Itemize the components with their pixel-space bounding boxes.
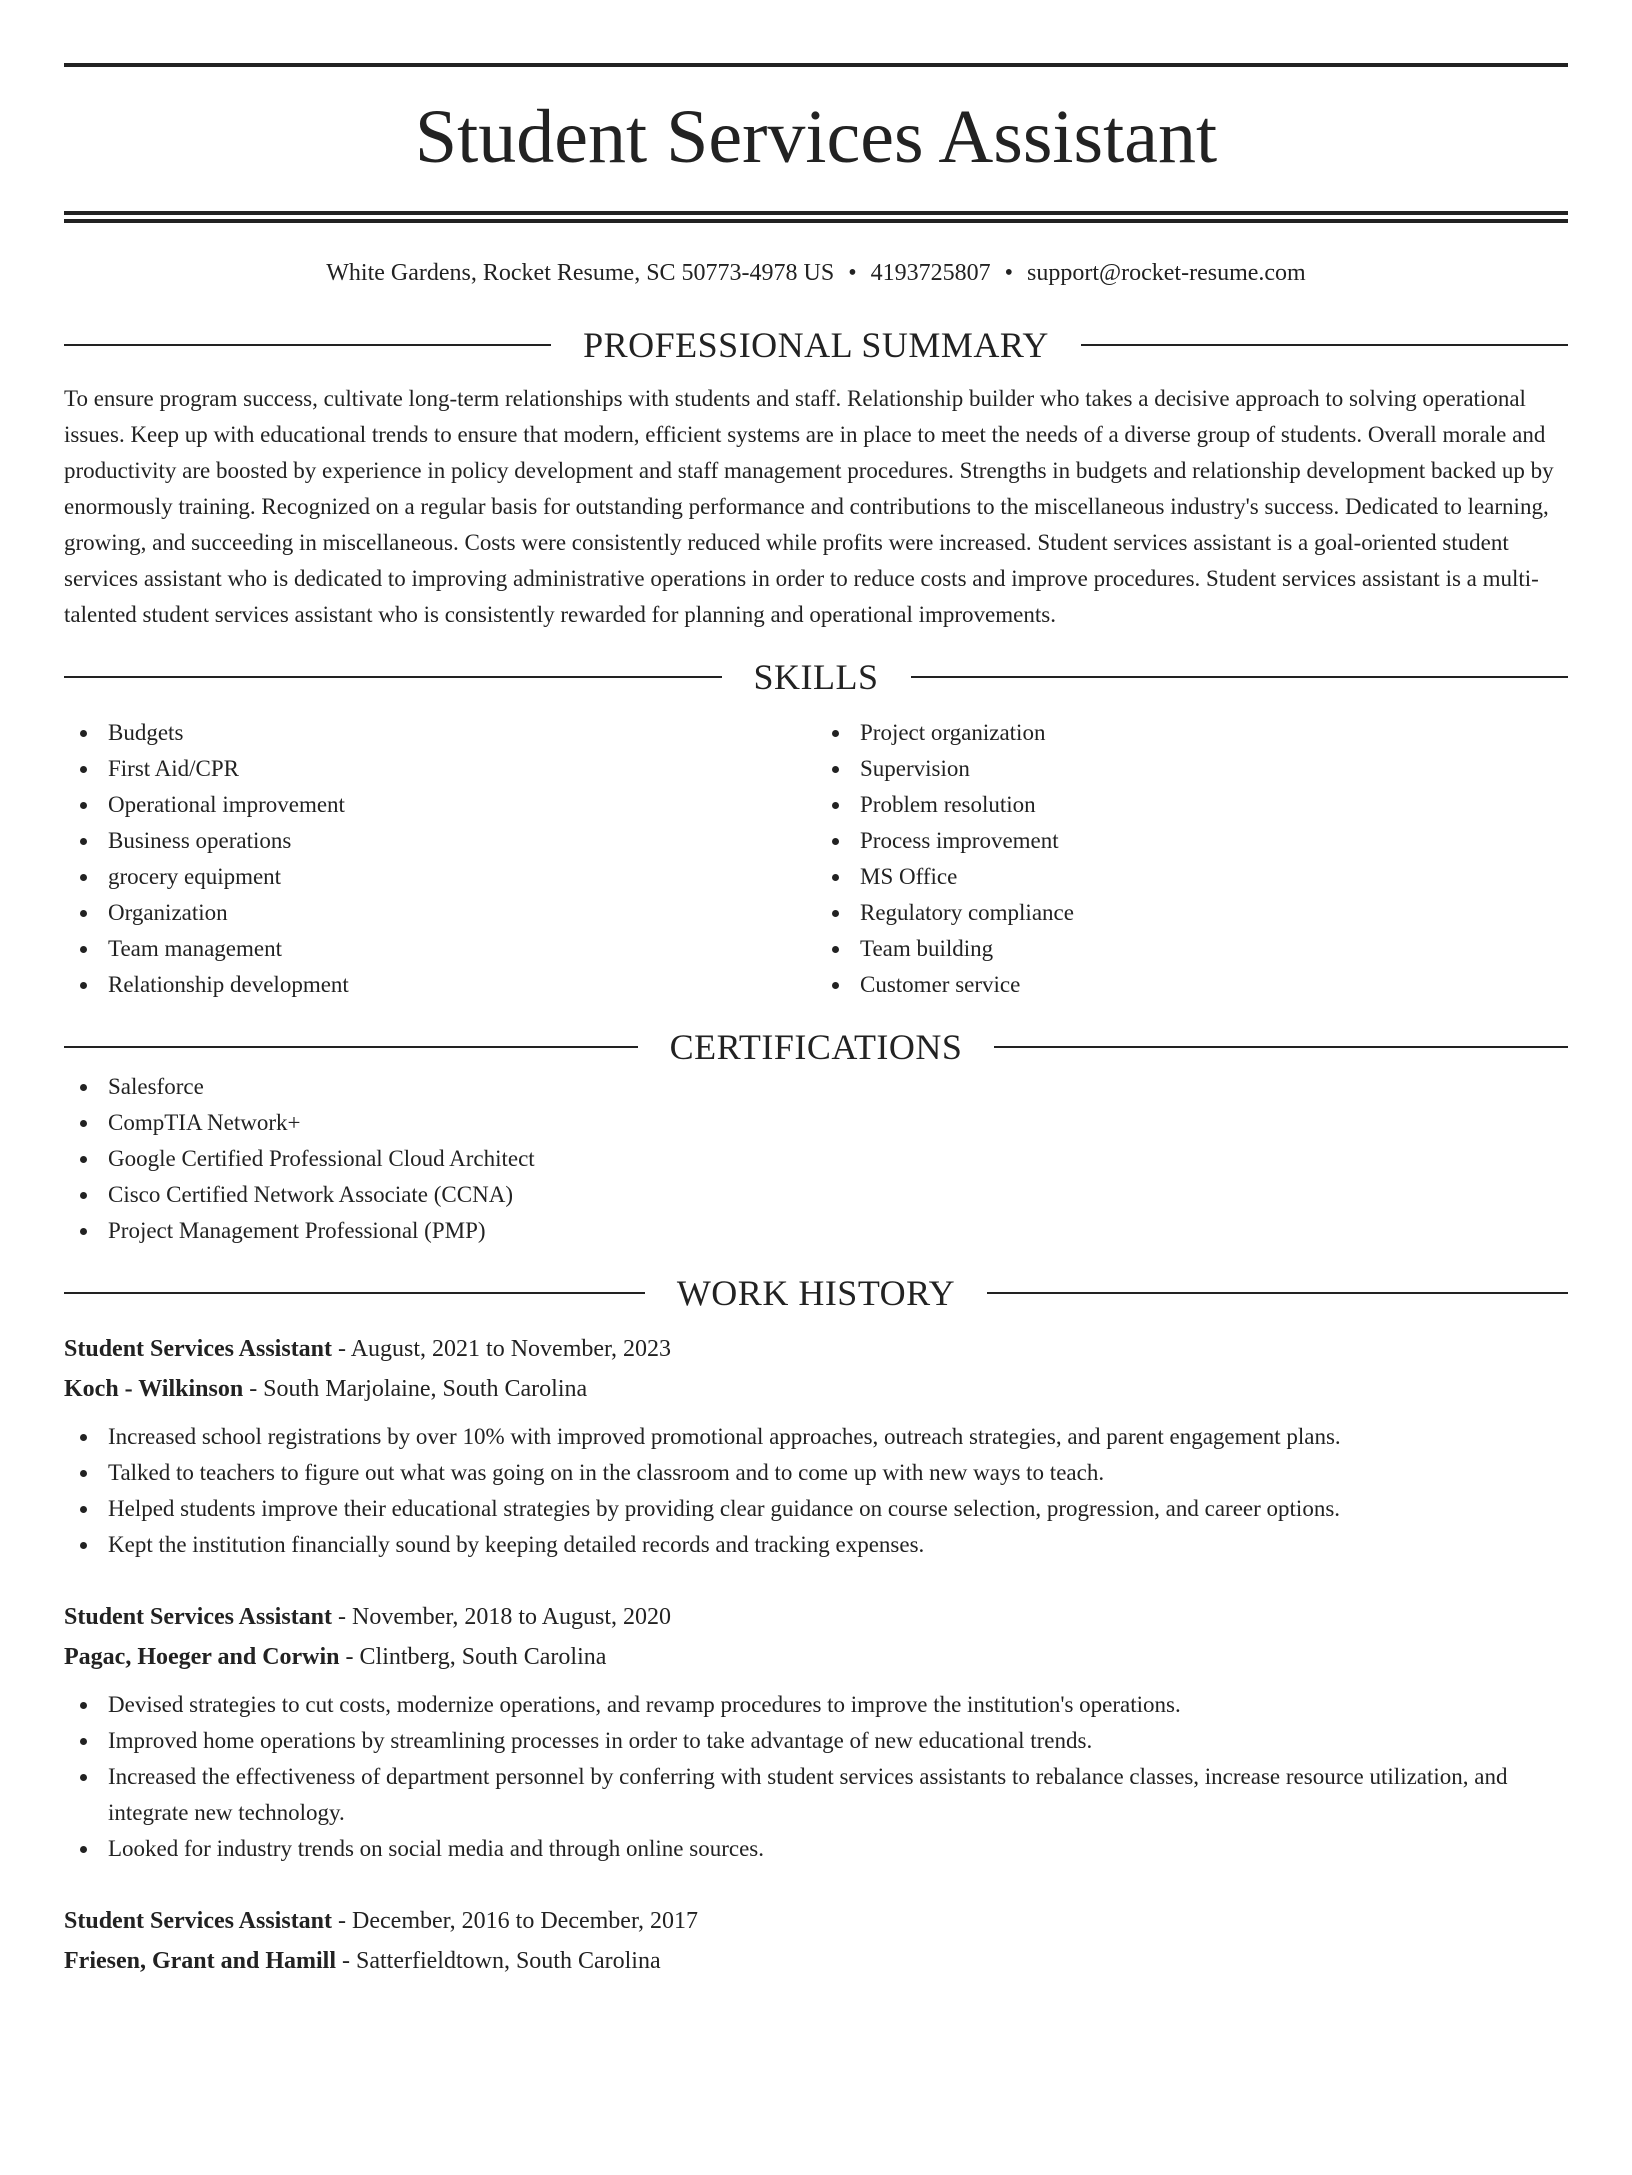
skill-item: MS Office	[816, 859, 1568, 895]
job-company: Friesen, Grant and Hamill	[64, 1948, 336, 1974]
certifications-heading	[64, 1025, 1568, 1069]
job-duty-item: Increased the effectiveness of department personnel by conferring with student services assistants to rebalance classes, increase resource utilization, and integrate new technology.	[64, 1759, 1568, 1831]
skill-item: Budgets	[64, 715, 816, 751]
contact-phone: 4193725807	[870, 260, 991, 286]
skill-item: Team building	[816, 931, 1568, 967]
heading-rule-right	[994, 1046, 1568, 1048]
certification-item: Project Management Professional (PMP)	[64, 1213, 1568, 1249]
heading-rule-left	[64, 676, 722, 678]
job-company-line	[64, 1369, 1568, 1409]
skill-item: Project organization	[816, 715, 1568, 751]
job-location: - South Marjolaine, South Carolina	[243, 1376, 588, 1402]
job-location: - Satterfieldtown, South Carolina	[336, 1948, 661, 1974]
section-title: WORK HISTORY	[676, 1273, 956, 1313]
heading-rule-left	[64, 1292, 645, 1294]
job-entry	[64, 1901, 1568, 1981]
job-company-line	[64, 1941, 1568, 1981]
job-duty-item: Improved home operations by streamlining processes in order to take advantage of new educational trends.	[64, 1723, 1568, 1759]
job-duty-item: Kept the institution financially sound by keeping detailed records and tracking expenses.	[64, 1527, 1568, 1563]
section-title: PROFESSIONAL SUMMARY	[583, 325, 1049, 365]
job-duties-list	[64, 1687, 1568, 1867]
double-rule	[64, 211, 1568, 223]
work-history-heading	[64, 1271, 1568, 1315]
skill-item: First Aid/CPR	[64, 751, 816, 787]
job-title-line	[64, 1901, 1568, 1941]
section-title: CERTIFICATIONS	[669, 1027, 963, 1067]
skills-column-right	[816, 715, 1568, 1003]
heading-rule-right	[911, 676, 1569, 678]
resume-name: Student Services Assistant	[414, 95, 1218, 179]
certification-item: CompTIA Network+	[64, 1105, 1568, 1141]
certification-item: Salesforce	[64, 1069, 1568, 1105]
summary-text: To ensure program success, cultivate long-term relationships with students and staff. Relationship builder who takes a decisive approach to solving operational issues. Keep up with educational trends to ensure that modern, efficient systems are in place to meet the needs of a diverse group of students. Overall morale and productivity are boosted by experience in policy development and staff management procedures. Strengths in budgets and relationship development backed up by enormously training. Recognized on a regular basis for outstanding performance and contributions to the miscellaneous industry's success. Dedicated to learning, growing, and succeeding in miscellaneous. Costs were consistently reduced while profits were increased. Student services assistant is a goal-oriented student services assistant who is dedicated to improving administrative operations in order to reduce costs and improve procedures. Student services assistant is a multi-talented student services assistant who is consistently rewarded for planning and operational improvements.	[64, 386, 1554, 627]
heading-rule-left	[64, 344, 551, 346]
job-title-line	[64, 1329, 1568, 1369]
section-title: SKILLS	[753, 657, 879, 697]
top-rule	[64, 63, 1568, 67]
job-duties-list	[64, 1419, 1568, 1563]
contact-info	[64, 257, 1568, 289]
work-history-list	[64, 1329, 1568, 1981]
contact-separator: •	[848, 260, 857, 286]
skill-item: Problem resolution	[816, 787, 1568, 823]
heading-rule-right	[1081, 344, 1568, 346]
job-entry	[64, 1597, 1568, 1867]
skill-item: Process improvement	[816, 823, 1568, 859]
job-duty-item: Increased school registrations by over 10% with improved promotional approaches, outreach strategies, and parent engagement plans.	[64, 1419, 1568, 1455]
certification-item: Google Certified Professional Cloud Architect	[64, 1141, 1568, 1177]
skills-column-left	[64, 715, 816, 1003]
contact-address: White Gardens, Rocket Resume, SC 50773-4978 US	[326, 260, 835, 286]
skill-item: Team management	[64, 931, 816, 967]
skill-item: grocery equipment	[64, 859, 816, 895]
job-role: Student Services Assistant	[64, 1908, 333, 1934]
skill-item: Customer service	[816, 967, 1568, 1003]
skill-item: Business operations	[64, 823, 816, 859]
job-title-line	[64, 1597, 1568, 1637]
job-company: Pagac, Hoeger and Corwin	[64, 1644, 340, 1670]
certification-item: Cisco Certified Network Associate (CCNA)	[64, 1177, 1568, 1213]
job-company-line	[64, 1637, 1568, 1677]
job-dates: - December, 2016 to December, 2017	[332, 1908, 698, 1934]
skill-item: Organization	[64, 895, 816, 931]
skill-item: Relationship development	[64, 967, 816, 1003]
job-duty-item: Looked for industry trends on social media and through online sources.	[64, 1831, 1568, 1867]
skill-item: Regulatory compliance	[816, 895, 1568, 931]
job-duty-item: Helped students improve their educational strategies by providing clear guidance on course selection, progression, and career options.	[64, 1491, 1568, 1527]
job-company: Koch - Wilkinson	[64, 1376, 244, 1402]
job-dates: - August, 2021 to November, 2023	[332, 1336, 672, 1362]
job-role: Student Services Assistant	[64, 1336, 333, 1362]
contact-separator: •	[1004, 260, 1014, 286]
skill-item: Supervision	[816, 751, 1568, 787]
summary-heading	[64, 323, 1568, 367]
job-duty-item: Devised strategies to cut costs, modernize operations, and revamp procedures to improve the institution's operations.	[64, 1687, 1568, 1723]
job-location: - Clintberg, South Carolina	[339, 1644, 607, 1670]
job-entry	[64, 1329, 1568, 1563]
job-role: Student Services Assistant	[64, 1604, 333, 1630]
skill-item: Operational improvement	[64, 787, 816, 823]
skills-heading	[64, 655, 1568, 699]
skills-list	[64, 715, 1568, 1003]
job-duty-item: Talked to teachers to figure out what was going on in the classroom and to come up with new ways to teach.	[64, 1455, 1568, 1491]
contact-email[interactable]: support@rocket-resume.com	[1027, 260, 1306, 286]
certifications-list	[64, 1069, 1568, 1249]
job-dates: - November, 2018 to August, 2020	[332, 1604, 672, 1630]
heading-rule-right	[987, 1292, 1568, 1294]
resume-page	[0, 63, 1632, 2175]
heading-rule-left	[64, 1046, 638, 1048]
